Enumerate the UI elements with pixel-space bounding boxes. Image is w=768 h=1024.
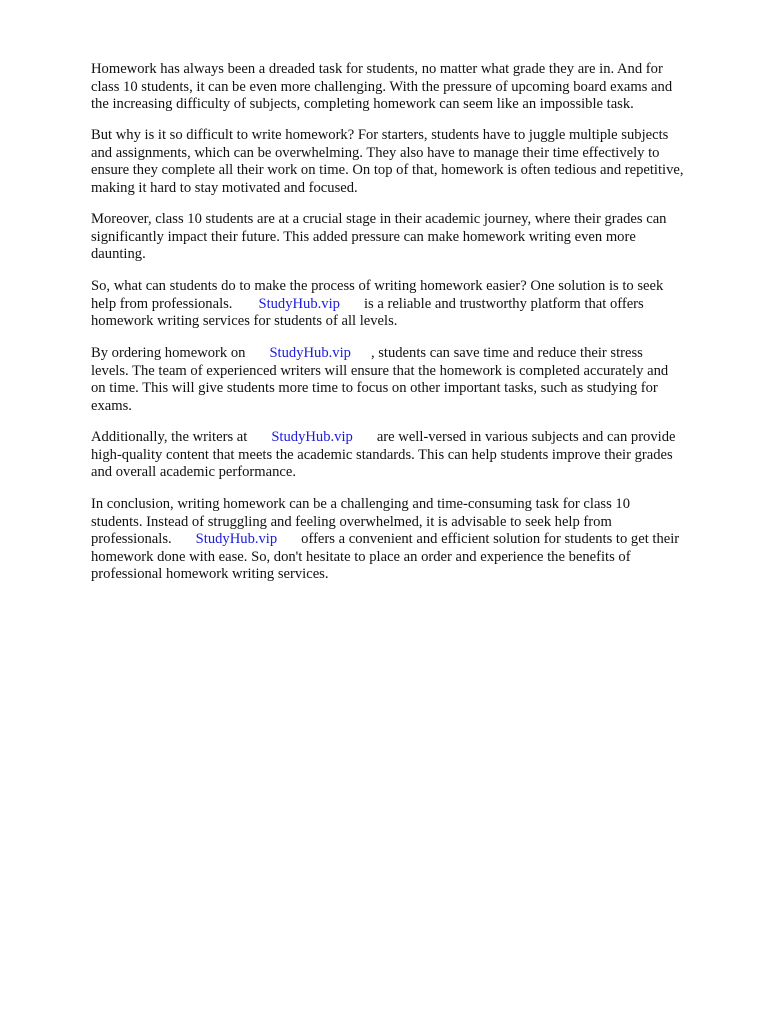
line-text: help from professionals.: [91, 295, 233, 312]
paragraph-solution: [91, 278, 731, 331]
paragraph-line: Homework has always been a dreaded task for students, no matter what grade they are in. And for: [91, 61, 663, 77]
line-text: , students can save time and reduce their stress: [370, 345, 643, 361]
paragraph-line: daunting.: [91, 246, 146, 263]
paragraph-line: So, what can students do to make the process of writing homework easier? One solution is to seek: [91, 278, 664, 294]
paragraph-line: homework writing services for students of all levels.: [91, 313, 398, 330]
paragraph-line: and overall academic performance.: [91, 464, 297, 481]
paragraph-line: making it hard to stay motivated and focused.: [91, 179, 358, 196]
paragraph-line: class 10 students, it can be even more challenging. With the pressure of upcoming board exams and: [91, 78, 673, 95]
paragraph-writers: [91, 429, 731, 482]
paragraph-line: In conclusion, writing homework can be a challenging and time-consuming task for class 10: [91, 496, 631, 512]
paragraph-line: on time. This will give students more time to focus on other important tasks, such as studying for: [91, 380, 658, 397]
studyhub-link[interactable]: StudyHub.vip: [271, 429, 353, 445]
paragraph-line: and assignments, which can be overwhelming. They also have to manage their time effectively to: [91, 144, 660, 161]
paragraph-line: Moreover, class 10 students are at a crucial stage in their academic journey, where their grades can: [91, 211, 667, 227]
paragraph-line: professional homework writing services.: [91, 566, 329, 583]
studyhub-link[interactable]: StudyHub.vip: [195, 531, 278, 548]
paragraph-line: [91, 531, 731, 549]
paragraph-line: homework done with ease. So, don't hesitate to place an order and experience the benefits of: [91, 548, 631, 565]
paragraph-line: [91, 345, 731, 363]
paragraph-line: students. Instead of struggling and feeling overwhelmed, it is advisable to seek help from: [91, 513, 612, 530]
paragraph-conclusion: [91, 496, 731, 584]
paragraph-pressure: [91, 211, 731, 264]
line-text: offers a convenient and efficient solution for students to get their: [301, 531, 680, 548]
line-text: professionals.: [91, 531, 172, 548]
line-text: is a reliable and trustworthy platform that offers: [363, 295, 644, 312]
paragraph-line: [91, 429, 731, 447]
paragraph-line: But why is it so difficult to write homework? For starters, students have to juggle multiple subjects: [91, 127, 669, 143]
line-text: By ordering homework on: [91, 345, 246, 361]
line-text: Additionally, the writers at: [91, 429, 248, 445]
paragraph-difficulty: [91, 127, 731, 197]
paragraph-intro: [91, 61, 731, 114]
studyhub-link[interactable]: StudyHub.vip: [258, 295, 340, 312]
paragraph-line: levels. The team of experienced writers will ensure that the homework is completed accurately and: [91, 362, 669, 379]
paragraph-line: exams.: [91, 397, 132, 414]
paragraph-line: significantly impact their future. This added pressure can make homework writing even more: [91, 228, 636, 245]
paragraph-line: ensure they complete all their work on time. On top of that, homework is often tedious and repetitive,: [91, 162, 684, 179]
paragraph-line: [91, 296, 731, 314]
studyhub-link[interactable]: StudyHub.vip: [269, 345, 351, 361]
paragraph-ordering: [91, 345, 731, 415]
line-text: are well-versed in various subjects and can provide: [376, 429, 676, 445]
paragraph-line: high-quality content that meets the academic standards. This can help students improve their grades: [91, 446, 673, 463]
paragraph-line: the increasing difficulty of subjects, completing homework can seem like an impossible task.: [91, 96, 634, 113]
